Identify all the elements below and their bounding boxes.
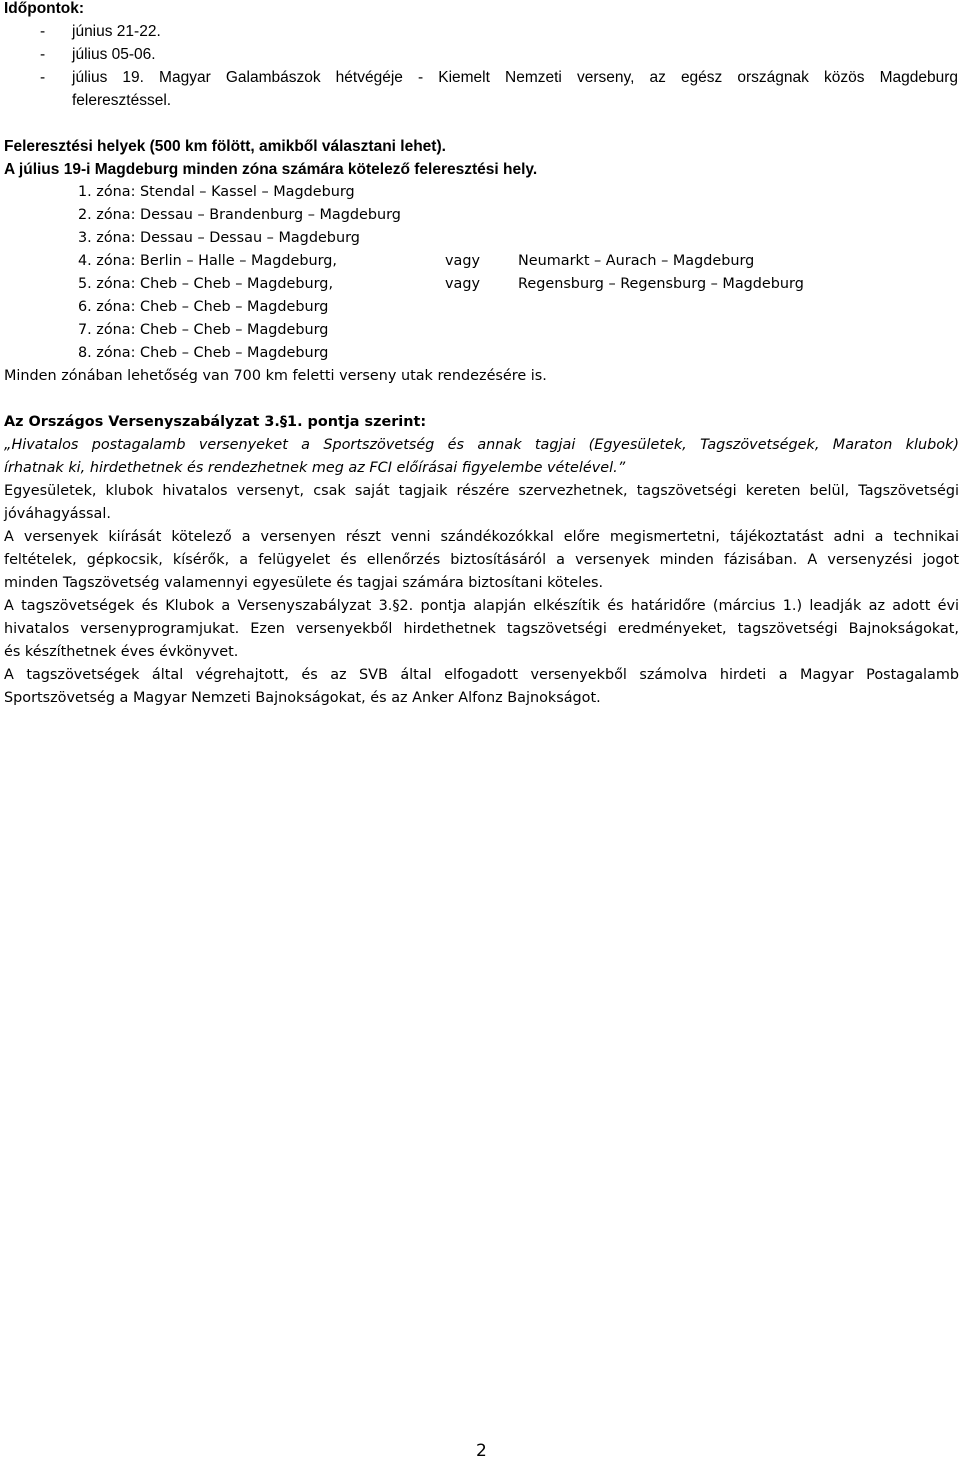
paragraph-3-line-3: és készíthetnek éves évkönyvet.: [4, 644, 239, 660]
rules-heading: Az Országos Versenyszabályzat 3.§1. pontja szerint:: [4, 414, 427, 430]
date-item-2: - július 05-06.: [40, 43, 156, 66]
paragraph-3-line-2: hivatalos versenyprogramjukat. Ezen versenyekből hirdethetnek tagszövetségi eredményeket, tagszövetségi Bajnokságokat,: [4, 621, 959, 637]
zone-row-8: 8. zóna: Cheb – Cheb – Magdeburg: [78, 345, 329, 361]
paragraph-1-line-2: jóváhagyással.: [4, 506, 111, 522]
zone-row-7: 7. zóna: Cheb – Cheb – Magdeburg: [78, 322, 329, 338]
paragraph-4-line-2: Sportszövetség a Magyar Nemzeti Bajnokságokat, és az Anker Alfonz Bajnokságot.: [4, 690, 601, 706]
zone-alternative: Neumarkt – Aurach – Magdeburg: [518, 253, 755, 269]
rules-quote-line-2: írhatnak ki, hirdethetnek és rendezhetnek meg az FCI előírásai figyelembe vételével.”: [4, 460, 626, 476]
zone-row-1: 1. zóna: Stendal – Kassel – Magdeburg: [78, 184, 355, 200]
zone-row-3: 3. zóna: Dessau – Dessau – Magdeburg: [78, 230, 360, 246]
zone-alternative: Regensburg – Regensburg – Magdeburg: [518, 276, 804, 292]
date-item-3-continuation: feleresztéssel.: [72, 92, 172, 109]
paragraph-2-line-1: A versenyek kiírását kötelező a versenyen részt venni szándékozókkal előre megismertetni, tájékoztatást adni a technikai: [4, 529, 959, 545]
bullet-dash: -: [40, 69, 46, 86]
date-item-3: - július 19. Magyar Galambászok hétvégéje - Kiemelt Nemzeti verseny, az egész országnak közös Magdeburg: [40, 66, 958, 89]
zone-row-6: 6. zóna: Cheb – Cheb – Magdeburg: [78, 299, 329, 315]
bullet-dash: -: [40, 23, 46, 40]
dates-heading: Időpontok:: [4, 0, 85, 17]
paragraph-2-line-3: minden Tagszövetség valamennyi egyesülete és tagjai számára biztosítani köteles.: [4, 575, 604, 591]
bullet-dash: -: [40, 46, 46, 63]
paragraph-3-line-1: A tagszövetségek és Klubok a Versenyszabályzat 3.§2. pontja alapján elkészítik és határidőre (március 1.) leadják az adott évi: [4, 598, 959, 614]
zone-or: vagy: [445, 253, 480, 269]
page-number: 2: [476, 1441, 487, 1461]
paragraph-2-line-2: feltételek, gépkocsik, kísérők, a felügyelet és ellenőrzés biztosításáról a versenyek minden fázisában. A versenyzési jogot: [4, 552, 959, 568]
date-item-1: - június 21-22.: [40, 20, 161, 43]
release-heading: Feleresztési helyek (500 km fölött, amikből választani lehet).: [4, 138, 446, 155]
zone-or: vagy: [445, 276, 480, 292]
paragraph-1-line-1: Egyesületek, klubok hivatalos versenyt, csak saját tagjaik részére szervezhetnek, tagszövetségi kereten belül, Tagszövetségi: [4, 483, 959, 499]
document-page: Időpontok: - június 21-22. - július 05-06. - július 19. Magyar Galambászok hétvégéje - Kiemelt Nemzeti verseny, az egész országnak közös Magdeburg feleresztéssel. Feleresztési helyek (500 km fölött, amikből választani lehet). A július 19-i Magdeburg minden zóna számára kötelező feleresztési hely. 1. zóna: Stendal – Kassel – Magdeburg 2. zóna: Dessau – Brandenburg – Magdeburg 3. zóna: Dessau – Dessau – Magdeburg 4. zóna: Berlin – Halle – Magdeburg, vagy Neumarkt – Aurach – Magdeburg 5. zóna: Cheb – Cheb – Magdeburg, vagy Regensburg – Regensburg – Magdeburg 6. zóna: Cheb – Cheb – Magdeburg 7. zóna: Cheb – Cheb – Magdeburg 8. zóna: Cheb – Cheb – Magdeburg Minden zónában lehetőség van 700 km feletti verseny utak rendezésére is. Az Országos Versenyszabályzat 3.§1. pontja szerint: „Hivatalos postagalamb versenyeket a Sportszövetség és annak tagjai (Egyesületek, Tagszövetségek, Maraton klubok) írhatnak ki, hirdethetnek és rendezhetnek meg az FCI előírásai figyelembe vételével.” Egyesületek, klubok hivatalos versenyt, csak saját tagjaik részére szervezhetnek, tagszövetségi kereten belül, Tagszövetségi jóváhagyással. A versenyek kiírását kötelező a versenyen részt venni szándékozókkal előre megismertetni, tájékoztatást adni a technikai feltételek, gépkocsik, kísérők, a felügyelet és ellenőrzés biztosításáról a versenyek minden fázisában. A versenyzési jogot minden Tagszövetség valamennyi egyesülete és tagjai számára biztosítani köteles. A tagszövetségek és Klubok a Versenyszabályzat 3.§2. pontja alapján elkészítik és határidőre (március 1.) leadják az adott évi hivatalos versenyprogramjukat. Ezen versenyekből hirdethetnek tagszövetségi eredményeket, tagszövetségi Bajnokságokat, és készíthetnek éves évkönyvet. A tagszövetségek által végrehajtott, és az SVB által elfogadott versenyekből számolva hirdeti a Magyar Postagalamb Sportszövetség a Magyar Nemzeti Bajnokságokat, és az Anker Alfonz Bajnokságot. 2: [0, 0, 960, 1462]
release-mandatory-note: A július 19-i Magdeburg minden zóna számára kötelező feleresztési hely.: [4, 161, 538, 178]
rules-quote-line-1: „Hivatalos postagalamb versenyeket a Sportszövetség és annak tagjai (Egyesületek, Tagszövetségek, Maraton klubok): [4, 437, 959, 453]
zone-row-2: 2. zóna: Dessau – Brandenburg – Magdeburg: [78, 207, 401, 223]
zone-note: Minden zónában lehetőség van 700 km feletti verseny utak rendezésére is.: [4, 368, 547, 384]
paragraph-4-line-1: A tagszövetségek által végrehajtott, és az SVB által elfogadott versenyekből számolva hirdeti a Magyar Postagalamb: [4, 667, 959, 683]
